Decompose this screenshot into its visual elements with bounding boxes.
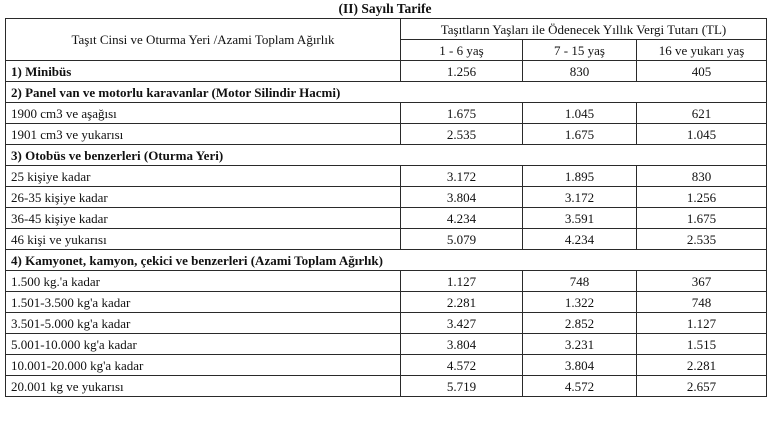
value-cell: 1.045 (523, 103, 637, 124)
table-row (6, 292, 767, 313)
value-cell: 3.591 (523, 208, 637, 229)
value-cell: 1.127 (637, 313, 767, 334)
value-cell: 3.172 (401, 166, 523, 187)
value-cell: 748 (523, 271, 637, 292)
age-header-2: 7 - 15 yaş (523, 40, 637, 61)
section-header-row (6, 145, 767, 166)
value-cell: 5.079 (401, 229, 523, 250)
tax-amount-header: Taşıtların Yaşları ile Ödenecek Yıllık Vergi Tutarı (TL) (401, 19, 767, 40)
row-label: 25 kişiye kadar (6, 166, 401, 187)
value-cell: 621 (637, 103, 767, 124)
value-cell: 830 (637, 166, 767, 187)
table-row (6, 103, 767, 124)
table-row (6, 187, 767, 208)
value-cell: 367 (637, 271, 767, 292)
value-cell: 4.572 (523, 376, 637, 397)
row-label: 1.500 kg.'a kadar (6, 271, 401, 292)
row-label: 1900 cm3 ve aşağısı (6, 103, 401, 124)
value-cell: 4.572 (401, 355, 523, 376)
section-header-row (6, 82, 767, 103)
table-row (6, 334, 767, 355)
value-cell: 1.515 (637, 334, 767, 355)
value-cell: 1.256 (637, 187, 767, 208)
table-row (6, 208, 767, 229)
value-cell: 5.719 (401, 376, 523, 397)
value-cell: 3.804 (523, 355, 637, 376)
age-header-1: 1 - 6 yaş (401, 40, 523, 61)
table-row (6, 166, 767, 187)
row-label: 46 kişi ve yukarısı (6, 229, 401, 250)
value-cell: 3.804 (401, 334, 523, 355)
table-row (6, 313, 767, 334)
section-label: 4) Kamyonet, kamyon, çekici ve benzerleri (Azami Toplam Ağırlık) (6, 250, 767, 271)
table-row (6, 229, 767, 250)
value-cell: 1.127 (401, 271, 523, 292)
row-label: 1.501-3.500 kg'a kadar (6, 292, 401, 313)
value-cell: 2.281 (401, 292, 523, 313)
age-header-3: 16 ve yukarı yaş (637, 40, 767, 61)
row-label: 3.501-5.000 kg'a kadar (6, 313, 401, 334)
section-label: 3) Otobüs ve benzerleri (Oturma Yeri) (6, 145, 767, 166)
row-label: 10.001-20.000 kg'a kadar (6, 355, 401, 376)
value-cell: 3.172 (523, 187, 637, 208)
section-header-row (6, 250, 767, 271)
value-cell: 2.657 (637, 376, 767, 397)
value-cell: 1.045 (637, 124, 767, 145)
value-cell: 1.895 (523, 166, 637, 187)
row-label: 5.001-10.000 kg'a kadar (6, 334, 401, 355)
minibus-label: 1) Minibüs (6, 61, 401, 82)
row-label: 26-35 kişiye kadar (6, 187, 401, 208)
value-cell: 3.427 (401, 313, 523, 334)
row-label: 1901 cm3 ve yukarısı (6, 124, 401, 145)
value-cell: 2.535 (637, 229, 767, 250)
section-label: 2) Panel van ve motorlu karavanlar (Motor Silindir Hacmi) (6, 82, 767, 103)
row-label: 36-45 kişiye kadar (6, 208, 401, 229)
value-cell: 2.535 (401, 124, 523, 145)
row-label-header: Taşıt Cinsi ve Oturma Yeri /Azami Toplam Ağırlık (6, 19, 401, 61)
tariff-table (5, 18, 767, 397)
value-cell: 748 (637, 292, 767, 313)
table-title: (II) Sayılı Tarife (338, 1, 432, 16)
value-cell: 2.852 (523, 313, 637, 334)
value-cell: 1.675 (401, 103, 523, 124)
table-row (6, 124, 767, 145)
value-cell: 4.234 (523, 229, 637, 250)
minibus-value-1: 1.256 (401, 61, 523, 82)
value-cell: 4.234 (401, 208, 523, 229)
minibus-row (6, 61, 767, 82)
table-row (6, 355, 767, 376)
minibus-value-2: 830 (523, 61, 637, 82)
value-cell: 1.322 (523, 292, 637, 313)
value-cell: 1.675 (637, 208, 767, 229)
table-row (6, 376, 767, 397)
value-cell: 1.675 (523, 124, 637, 145)
value-cell: 2.281 (637, 355, 767, 376)
row-label: 20.001 kg ve yukarısı (6, 376, 401, 397)
minibus-value-3: 405 (637, 61, 767, 82)
value-cell: 3.804 (401, 187, 523, 208)
value-cell: 3.231 (523, 334, 637, 355)
table-row (6, 271, 767, 292)
header-row (6, 19, 767, 40)
